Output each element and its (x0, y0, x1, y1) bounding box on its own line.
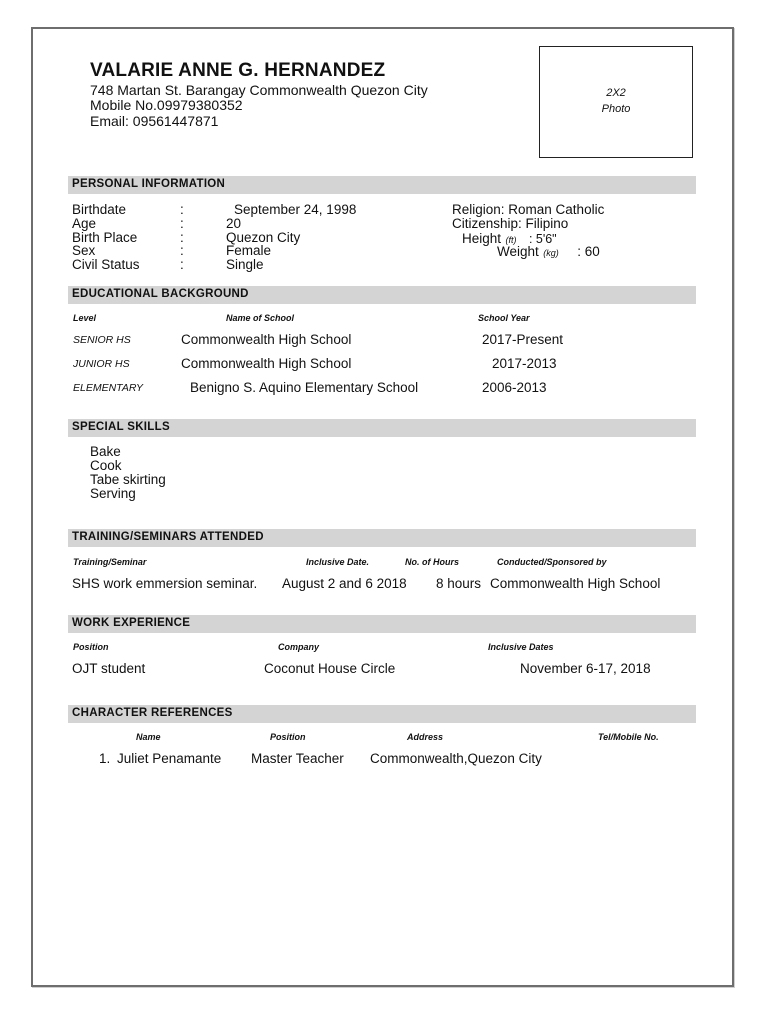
section-title: EDUCATIONAL BACKGROUND (72, 288, 249, 300)
section-educational-background (68, 286, 696, 304)
header-school-name: Name of School (226, 313, 295, 323)
section-training-seminars (68, 529, 696, 547)
label-birth-place: Birth Place (72, 230, 138, 245)
reference-name: Juliet Penamante (117, 751, 222, 766)
header-ref-tel: Tel/Mobile No. (598, 732, 659, 742)
training-date: August 2 and 6 2018 (282, 576, 407, 591)
height-unit: (ft) (505, 235, 517, 245)
header-conducted-by: Conducted/Sponsored by (497, 557, 607, 567)
header-no-of-hours: No. of Hours (405, 557, 459, 567)
section-title: CHARACTER REFERENCES (72, 707, 233, 719)
citizenship: Citizenship: Filipino (452, 216, 569, 231)
label-civil-status: Civil Status (72, 257, 140, 272)
section-title: SPECIAL SKILLS (72, 421, 170, 433)
education-level: SENIOR HS (73, 334, 131, 346)
education-year: 2017-Present (482, 332, 564, 347)
reference-number: 1. (99, 751, 111, 766)
value-civil-status: Single (226, 257, 264, 272)
header-ref-address: Address (407, 732, 444, 742)
weight-value: : 60 (577, 244, 600, 259)
section-personal-information (68, 176, 696, 194)
height-value: : 5'6" (528, 232, 557, 246)
header-inclusive-date: Inclusive Date. (306, 557, 370, 567)
mobile-line: Mobile No.09979380352 (90, 97, 243, 113)
work-company: Coconut House Circle (264, 661, 396, 676)
height-label: Height (462, 231, 502, 246)
section-character-references (68, 705, 696, 723)
header-level: Level (73, 313, 97, 323)
header-training-seminar: Training/Seminar (73, 557, 147, 567)
education-year: 2017-2013 (492, 356, 557, 371)
weight (497, 243, 600, 261)
header-school-year: School Year (478, 313, 530, 323)
value-birthdate: September 24, 1998 (234, 202, 357, 217)
section-title: WORK EXPERIENCE (72, 617, 191, 629)
header-position: Position (73, 642, 109, 652)
photo-label: Photo (601, 103, 631, 115)
colon: : (180, 230, 184, 245)
skill-item: Tabe skirting (90, 472, 166, 487)
label-birthdate: Birthdate (72, 202, 127, 217)
label-age: Age (72, 216, 97, 231)
skill-item: Bake (90, 444, 121, 459)
colon: : (180, 243, 184, 258)
work-dates: November 6-17, 2018 (520, 661, 651, 676)
training-seminar: SHS work emmersion seminar. (72, 576, 258, 591)
email-line: Email: 09561447871 (90, 113, 219, 129)
header-company: Company (278, 642, 320, 652)
colon: : (180, 202, 184, 217)
reference-address: Commonwealth,Quezon City (370, 751, 542, 766)
header-inclusive-dates: Inclusive Dates (488, 642, 554, 652)
applicant-name: VALARIE ANNE G. HERNANDEZ (90, 60, 386, 81)
colon: : (180, 257, 184, 272)
value-sex: Female (226, 243, 272, 258)
training-sponsor: Commonwealth High School (490, 576, 661, 591)
resume-page (31, 27, 734, 987)
value-birth-place: Quezon City (226, 230, 301, 245)
address-line: 748 Martan St. Barangay Commonwealth Quezon City (90, 82, 428, 98)
religion: Religion: Roman Catholic (452, 202, 605, 217)
education-school: Commonwealth High School (181, 356, 352, 371)
label-sex: Sex (72, 243, 96, 258)
education-school: Benigno S. Aquino Elementary School (190, 380, 419, 395)
work-position: OJT student (72, 661, 146, 676)
skill-item: Cook (90, 458, 122, 473)
section-work-experience (68, 615, 696, 633)
photo-size-label: 2X2 (606, 87, 626, 99)
header-ref-position: Position (270, 732, 306, 742)
section-special-skills (68, 419, 696, 437)
value-age: 20 (226, 216, 242, 231)
section-title: TRAINING/SEMINARS ATTENDED (72, 531, 264, 543)
skill-item: Serving (90, 486, 136, 501)
weight-label: Weight (497, 244, 539, 259)
education-year: 2006-2013 (482, 380, 547, 395)
photo-placeholder (539, 46, 693, 158)
section-title: PERSONAL INFORMATION (72, 178, 226, 190)
education-level: ELEMENTARY (73, 382, 144, 394)
education-school: Commonwealth High School (181, 332, 352, 347)
header-ref-name: Name (136, 732, 161, 742)
colon: : (180, 216, 184, 231)
education-level: JUNIOR HS (73, 358, 130, 370)
reference-position: Master Teacher (251, 751, 344, 766)
weight-unit: (kg) (543, 248, 559, 258)
training-hours: 8 hours (436, 576, 482, 591)
